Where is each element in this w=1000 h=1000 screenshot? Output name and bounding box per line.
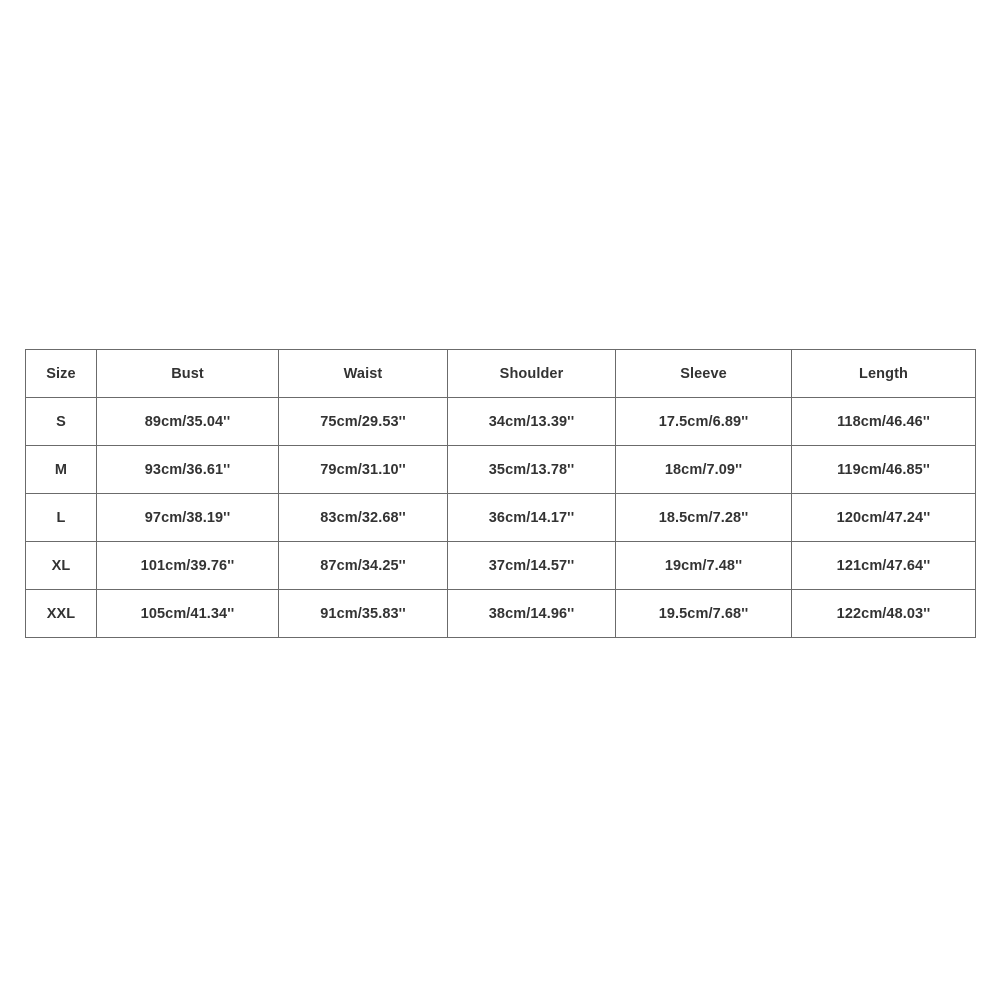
cell-size: XL [26, 542, 97, 590]
table-row [26, 542, 976, 590]
table-row [26, 590, 976, 638]
size-chart-table [25, 349, 976, 638]
cell-size: XXL [26, 590, 97, 638]
cell-bust: 101cm/39.76'' [97, 542, 279, 590]
cell-bust: 97cm/38.19'' [97, 494, 279, 542]
table-row [26, 446, 976, 494]
cell-waist: 91cm/35.83'' [279, 590, 448, 638]
cell-length: 121cm/47.64'' [792, 542, 976, 590]
cell-shoulder: 38cm/14.96'' [448, 590, 616, 638]
cell-length: 122cm/48.03'' [792, 590, 976, 638]
header-waist: Waist [279, 350, 448, 398]
cell-shoulder: 37cm/14.57'' [448, 542, 616, 590]
cell-size: S [26, 398, 97, 446]
cell-shoulder: 35cm/13.78'' [448, 446, 616, 494]
cell-size: L [26, 494, 97, 542]
cell-shoulder: 34cm/13.39'' [448, 398, 616, 446]
cell-waist: 75cm/29.53'' [279, 398, 448, 446]
header-size: Size [26, 350, 97, 398]
header-row [26, 350, 976, 398]
cell-length: 118cm/46.46'' [792, 398, 976, 446]
cell-size: M [26, 446, 97, 494]
table-row [26, 398, 976, 446]
header-length: Length [792, 350, 976, 398]
cell-sleeve: 18.5cm/7.28'' [616, 494, 792, 542]
header-shoulder: Shoulder [448, 350, 616, 398]
cell-length: 120cm/47.24'' [792, 494, 976, 542]
cell-sleeve: 19.5cm/7.68'' [616, 590, 792, 638]
cell-bust: 105cm/41.34'' [97, 590, 279, 638]
table-header [26, 350, 976, 398]
header-bust: Bust [97, 350, 279, 398]
cell-bust: 89cm/35.04'' [97, 398, 279, 446]
cell-waist: 87cm/34.25'' [279, 542, 448, 590]
cell-bust: 93cm/36.61'' [97, 446, 279, 494]
cell-sleeve: 19cm/7.48'' [616, 542, 792, 590]
cell-waist: 83cm/32.68'' [279, 494, 448, 542]
table-row [26, 494, 976, 542]
header-sleeve: Sleeve [616, 350, 792, 398]
cell-length: 119cm/46.85'' [792, 446, 976, 494]
cell-waist: 79cm/31.10'' [279, 446, 448, 494]
table-body [26, 398, 976, 638]
cell-sleeve: 17.5cm/6.89'' [616, 398, 792, 446]
cell-shoulder: 36cm/14.17'' [448, 494, 616, 542]
cell-sleeve: 18cm/7.09'' [616, 446, 792, 494]
